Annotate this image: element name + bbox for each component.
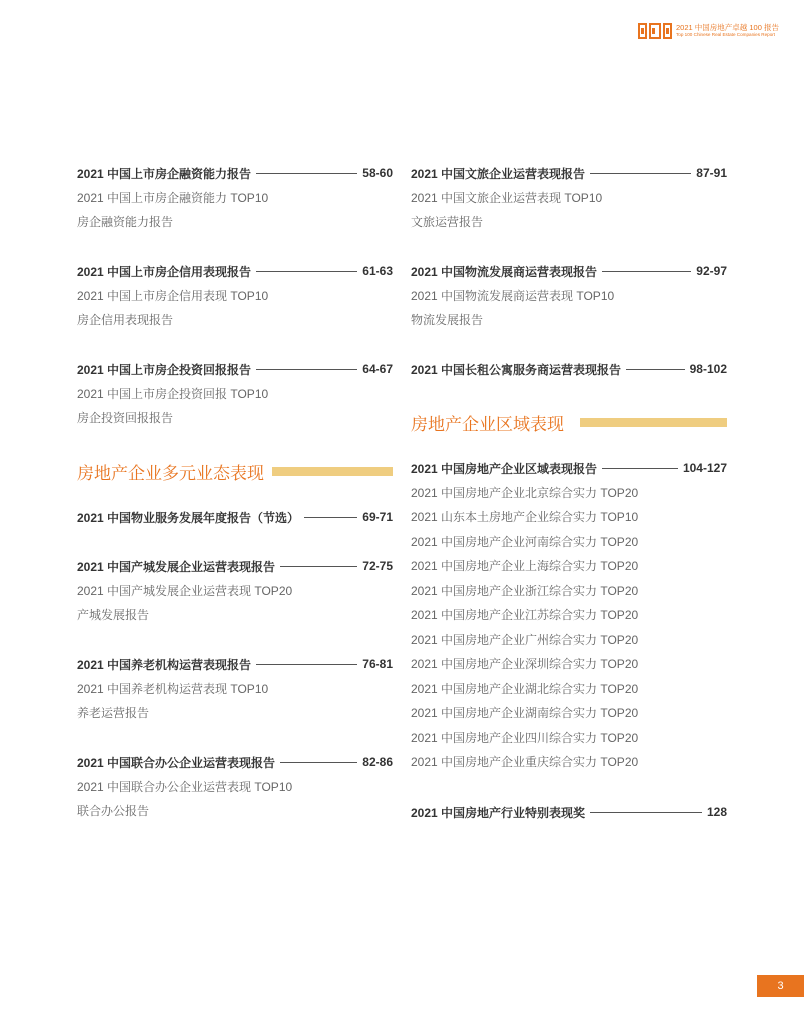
- toc-sub-item: 2021 中国房地产企业深圳综合实力 TOP20: [411, 657, 639, 671]
- toc-entry[interactable]: [77, 165, 393, 230]
- section-accent-bar: [272, 467, 393, 476]
- logo-block-icon: [638, 23, 647, 39]
- toc-sub-item: 2021 山东本土房地产企业综合实力 TOP10: [411, 510, 639, 524]
- dotted-leader: [256, 271, 357, 272]
- toc-sub-item: 房企融资能力报告: [77, 215, 174, 229]
- toc-entry-title: 2021 中国上市房企投资回报报告: [77, 362, 252, 377]
- toc-sub-item: 产城发展报告: [77, 608, 150, 622]
- toc-entry-title: 2021 中国上市房企信用表现报告: [77, 264, 252, 279]
- toc-entry[interactable]: [411, 165, 727, 230]
- toc-entry-title: 2021 中国长租公寓服务商运营表现报告: [411, 362, 622, 377]
- toc-entry-title-row: [411, 460, 727, 476]
- toc-page-range: 58-60: [362, 166, 393, 180]
- page-number-badge: 3: [757, 975, 804, 997]
- toc-entry-title: 2021 中国养老机构运营表现报告: [77, 657, 252, 672]
- toc-entry[interactable]: [411, 460, 727, 770]
- toc-page-range: 98-102: [689, 362, 727, 376]
- dotted-leader: [602, 468, 678, 469]
- toc-page-range: 76-81: [362, 657, 393, 671]
- toc-entry[interactable]: [411, 804, 727, 820]
- toc-entry[interactable]: [77, 361, 393, 426]
- toc-sub-item: 2021 中国养老机构运营表现 TOP10: [77, 681, 269, 696]
- toc-entry-title-row: [411, 263, 727, 279]
- toc-page-range: 128: [706, 805, 727, 819]
- toc-entry-title: 2021 中国房地产企业区域表现报告: [411, 461, 598, 476]
- toc-entry-title: 2021 中国产城发展企业运营表现报告: [77, 559, 276, 574]
- dotted-leader: [280, 762, 357, 763]
- toc-sub-item: 2021 中国上市房企融资能力 TOP10: [77, 190, 269, 205]
- section-heading: [411, 410, 727, 435]
- toc-entry-title: 2021 中国物业服务发展年度报告（节选）: [77, 510, 300, 525]
- toc-page-range: 92-97: [696, 264, 727, 278]
- toc-sub-item: 2021 中国房地产企业重庆综合实力 TOP20: [411, 755, 639, 769]
- toc-sub-item: 2021 中国房地产企业浙江综合实力 TOP20: [411, 583, 639, 598]
- toc-entry[interactable]: [77, 656, 393, 721]
- toc-page-range: 82-86: [362, 755, 393, 769]
- dotted-leader: [590, 173, 691, 174]
- dotted-leader: [602, 271, 691, 272]
- toc-sub-item: 房企投资回报报告: [77, 411, 174, 425]
- toc-entry-title-row: [77, 263, 393, 279]
- toc-sub-item: 2021 中国房地产企业广州综合实力 TOP20: [411, 632, 639, 647]
- toc-entry-title: 2021 中国房地产行业特别表现奖: [411, 805, 586, 820]
- toc-sub-item: 养老运营报告: [77, 706, 150, 720]
- toc-sub-item: 2021 中国房地产企业湖北综合实力 TOP20: [411, 681, 639, 696]
- toc-sub-item: 2021 中国上市房企信用表现 TOP10: [77, 288, 269, 303]
- dotted-leader: [304, 517, 357, 518]
- toc-page-range: 87-91: [696, 166, 727, 180]
- toc-entry-title-row: [77, 558, 393, 574]
- logo-block-icon: [663, 23, 672, 39]
- toc-entry[interactable]: [77, 263, 393, 328]
- toc-page-range: 72-75: [362, 559, 393, 573]
- toc-sub-item: 2021 中国产城发展企业运营表现 TOP20: [77, 583, 293, 598]
- toc-entry-title: 2021 中国上市房企融资能力报告: [77, 166, 252, 181]
- dotted-leader: [256, 664, 357, 665]
- header-title: 2021 中国房地产卓越 100 报告: [676, 23, 779, 32]
- report-logo-icon: [638, 23, 672, 39]
- dotted-leader: [590, 812, 702, 813]
- toc-sub-item: 2021 中国物流发展商运营表现 TOP10: [411, 288, 615, 303]
- toc-entry-title-row: [77, 656, 393, 672]
- toc-entry-title-row: [77, 165, 393, 181]
- toc-entry[interactable]: [411, 361, 727, 377]
- toc-sub-item: 2021 中国联合办公企业运营表现 TOP10: [77, 779, 293, 794]
- toc-entry[interactable]: [77, 558, 393, 623]
- section-title: 房地产企业区域表现: [411, 415, 564, 434]
- toc-entry[interactable]: [77, 509, 393, 525]
- toc-page-range: 104-127: [682, 461, 727, 475]
- toc-sub-item: 2021 中国上市房企投资回报 TOP10: [77, 386, 269, 401]
- toc-page-range: 64-67: [362, 362, 393, 376]
- dotted-leader: [256, 369, 357, 370]
- toc-entry-title-row: [77, 754, 393, 770]
- toc-sub-item: 房企信用表现报告: [77, 313, 174, 327]
- toc-entry-title-row: [411, 165, 727, 181]
- dotted-leader: [626, 369, 685, 370]
- toc-entry-title: 2021 中国文旅企业运营表现报告: [411, 166, 586, 181]
- toc-sub-item: 2021 中国房地产企业湖南综合实力 TOP20: [411, 706, 639, 720]
- toc-sub-item: 联合办公报告: [77, 804, 150, 818]
- toc-page-range: 61-63: [362, 264, 393, 278]
- toc-page-range: 69-71: [362, 510, 393, 524]
- toc-sub-item: 2021 中国房地产企业北京综合实力 TOP20: [411, 485, 639, 500]
- section-title: 房地产企业多元业态表现: [77, 464, 264, 483]
- dotted-leader: [280, 566, 357, 567]
- toc-entry-title-row: [77, 509, 393, 525]
- toc-entry-title-row: [411, 361, 727, 377]
- toc-entry-title-row: [77, 361, 393, 377]
- toc-sub-item: 2021 中国文旅企业运营表现 TOP10: [411, 190, 603, 205]
- toc-sub-item: 2021 中国房地产企业河南综合实力 TOP20: [411, 534, 639, 549]
- toc-sub-item: 2021 中国房地产企业江苏综合实力 TOP20: [411, 608, 639, 622]
- toc-entry[interactable]: [77, 754, 393, 819]
- toc-entry-title: 2021 中国物流发展商运营表现报告: [411, 264, 598, 279]
- toc-sub-item: 物流发展报告: [411, 313, 484, 327]
- toc-sub-item: 文旅运营报告: [411, 215, 484, 229]
- section-heading: [77, 459, 393, 484]
- header-subtitle: Top 100 Chinese Real Estate Companies Report: [676, 32, 776, 37]
- toc-sub-item: 2021 中国房地产企业上海综合实力 TOP20: [411, 559, 639, 573]
- toc-sub-item: 2021 中国房地产企业四川综合实力 TOP20: [411, 730, 639, 745]
- section-accent-bar: [580, 418, 727, 427]
- dotted-leader: [256, 173, 357, 174]
- toc-entry-title-row: [411, 804, 727, 820]
- toc-entry[interactable]: [411, 263, 727, 328]
- toc-entry-title: 2021 中国联合办公企业运营表现报告: [77, 755, 276, 770]
- logo-block-icon: [649, 23, 661, 39]
